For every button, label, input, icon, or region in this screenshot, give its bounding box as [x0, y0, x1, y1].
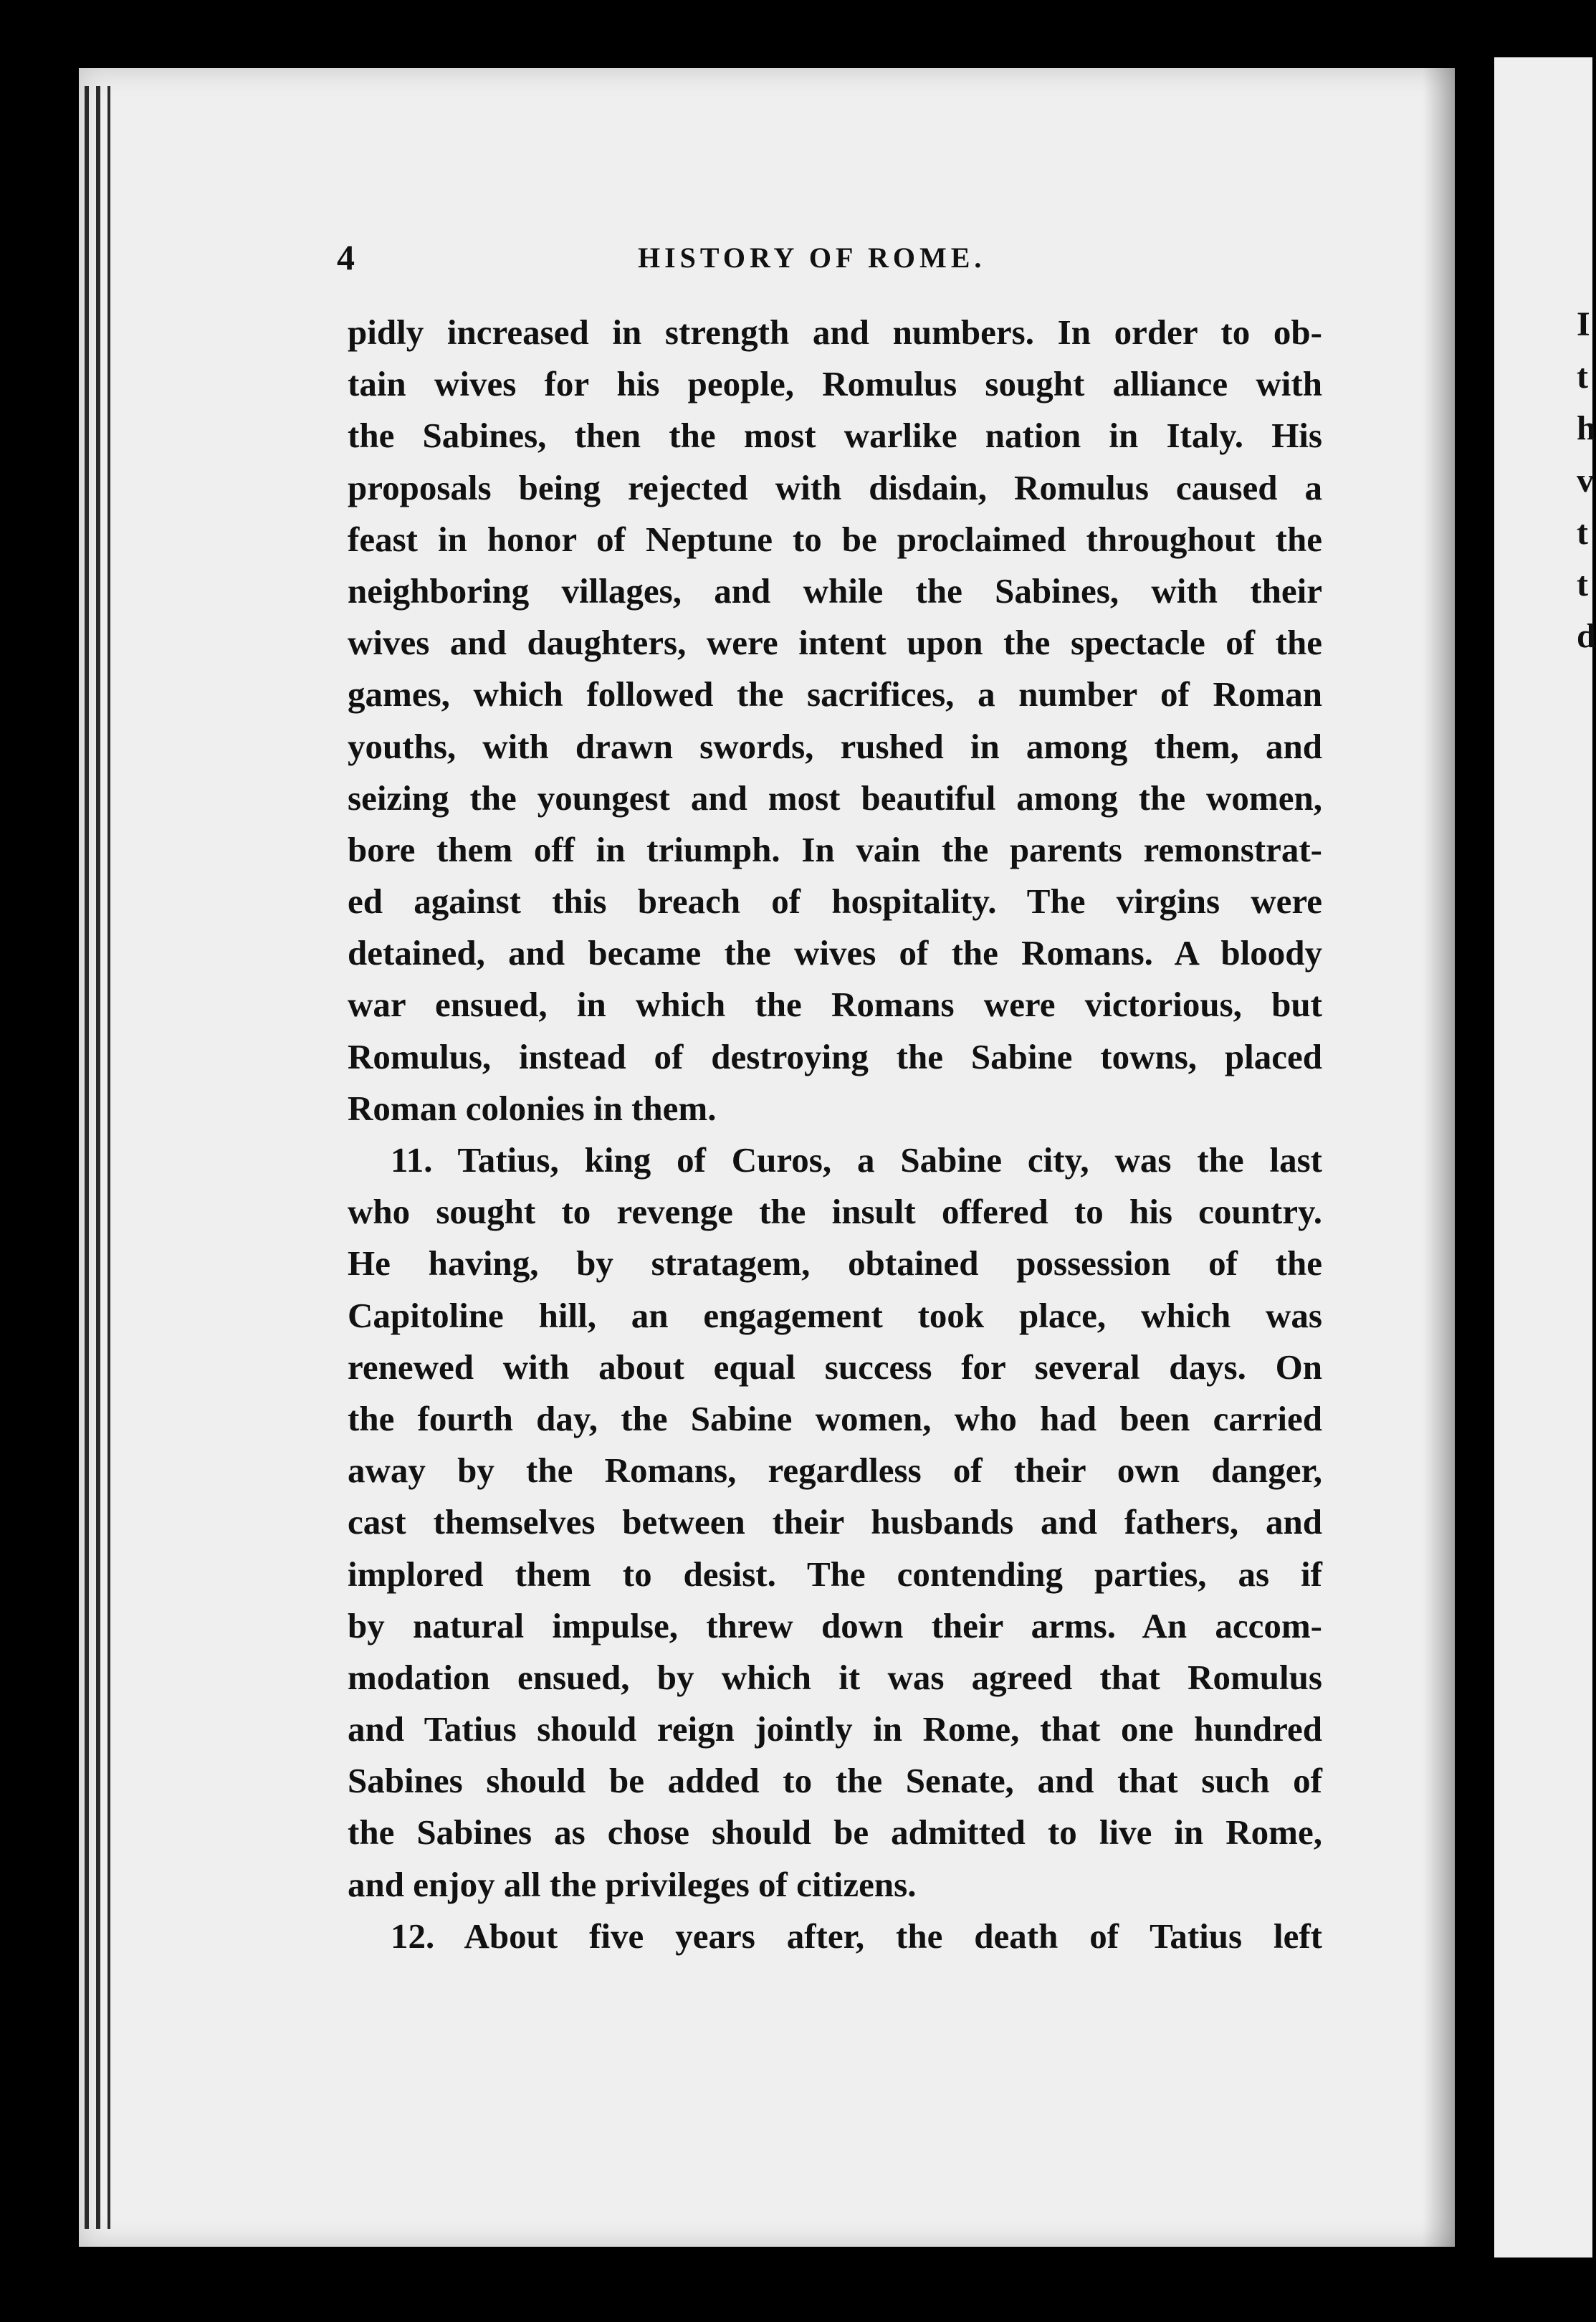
- right-page-fragment: d: [1577, 617, 1596, 655]
- text-line: games, which followed the sacrifices, a number of Roman: [348, 674, 1322, 715]
- text-line: He having, by stratagem, obtained possession of the: [348, 1243, 1322, 1284]
- text-line: Capitoline hill, an engagement took place, which was: [348, 1295, 1322, 1335]
- page-edge-line: [96, 86, 100, 2229]
- text-line: Sabines should be added to the Senate, and that such of: [348, 1761, 1322, 1801]
- text-line: feast in honor of Neptune to be proclaimed throughout the: [348, 519, 1322, 559]
- page-edge-line: [107, 86, 110, 2229]
- text-line: proposals being rejected with disdain, Romulus caused a: [348, 467, 1322, 507]
- running-head: HISTORY OF ROME.: [638, 242, 986, 274]
- text-line: wives and daughters, were intent upon the spectacle of the: [348, 623, 1322, 663]
- page-edge-line: [85, 86, 89, 2229]
- body-text: [348, 307, 1322, 1962]
- text-line: renewed with about equal success for several days. On: [348, 1347, 1322, 1387]
- text-line: the fourth day, the Sabine women, who had been carried: [348, 1398, 1322, 1438]
- text-line: and enjoy all the privileges of citizens.: [348, 1864, 917, 1904]
- text-line: and Tatius should reign jointly in Rome, that one hundred: [348, 1709, 1322, 1749]
- text-line: implored them to desist. The contending parties, as if: [348, 1554, 1322, 1594]
- text-line: detained, and became the wives of the Romans. A bloody: [348, 933, 1322, 973]
- right-page-fragment: v: [1577, 462, 1594, 500]
- right-page-fragment: t: [1577, 565, 1588, 603]
- text-line: seizing the youngest and most beautiful among the women,: [348, 778, 1322, 818]
- right-page-fragment: t: [1577, 358, 1588, 396]
- text-line: the Sabines as chose should be admitted to live in Rome,: [348, 1812, 1322, 1853]
- right-page-fragment: I: [1577, 305, 1590, 343]
- text-line: away by the Romans, regardless of their own danger,: [348, 1451, 1322, 1491]
- text-line: war ensued, in which the Romans were victorious, but: [348, 985, 1322, 1025]
- right-page-fragment: t: [1577, 514, 1588, 552]
- text-line: modation ensued, by which it was agreed that Romulus: [348, 1657, 1322, 1697]
- text-line: 12. About five years after, the death of Tatius left: [391, 1916, 1322, 1956]
- text-line: ed against this breach of hospitality. The virgins were: [348, 882, 1322, 922]
- page-header: [337, 236, 1319, 280]
- text-line: who sought to revenge the insult offered to his country.: [348, 1192, 1322, 1232]
- text-line: Roman colonies in them.: [348, 1088, 717, 1128]
- text-line: neighboring villages, and while the Sabines, with their: [348, 570, 1322, 611]
- text-line: by natural impulse, threw down their arms. An accom-: [348, 1605, 1322, 1645]
- text-line: the Sabines, then the most warlike nation in Italy. His: [348, 416, 1322, 456]
- text-line: Romulus, instead of destroying the Sabine towns, placed: [348, 1036, 1322, 1076]
- page-number: 4: [337, 237, 355, 277]
- text-line: 11. Tatius, king of Curos, a Sabine city, was the last: [391, 1140, 1322, 1180]
- text-line: tain wives for his people, Romulus sought alliance with: [348, 364, 1322, 404]
- text-line: pidly increased in strength and numbers. In order to ob-: [348, 312, 1322, 352]
- text-line: cast themselves between their husbands and fathers, and: [348, 1502, 1322, 1542]
- right-page-fragment: h: [1577, 409, 1596, 447]
- text-line: youths, with drawn swords, rushed in among them, and: [348, 726, 1322, 766]
- gutter-shadow: [1423, 68, 1455, 2247]
- text-line: bore them off in triumph. In vain the parents remonstrat-: [348, 829, 1322, 869]
